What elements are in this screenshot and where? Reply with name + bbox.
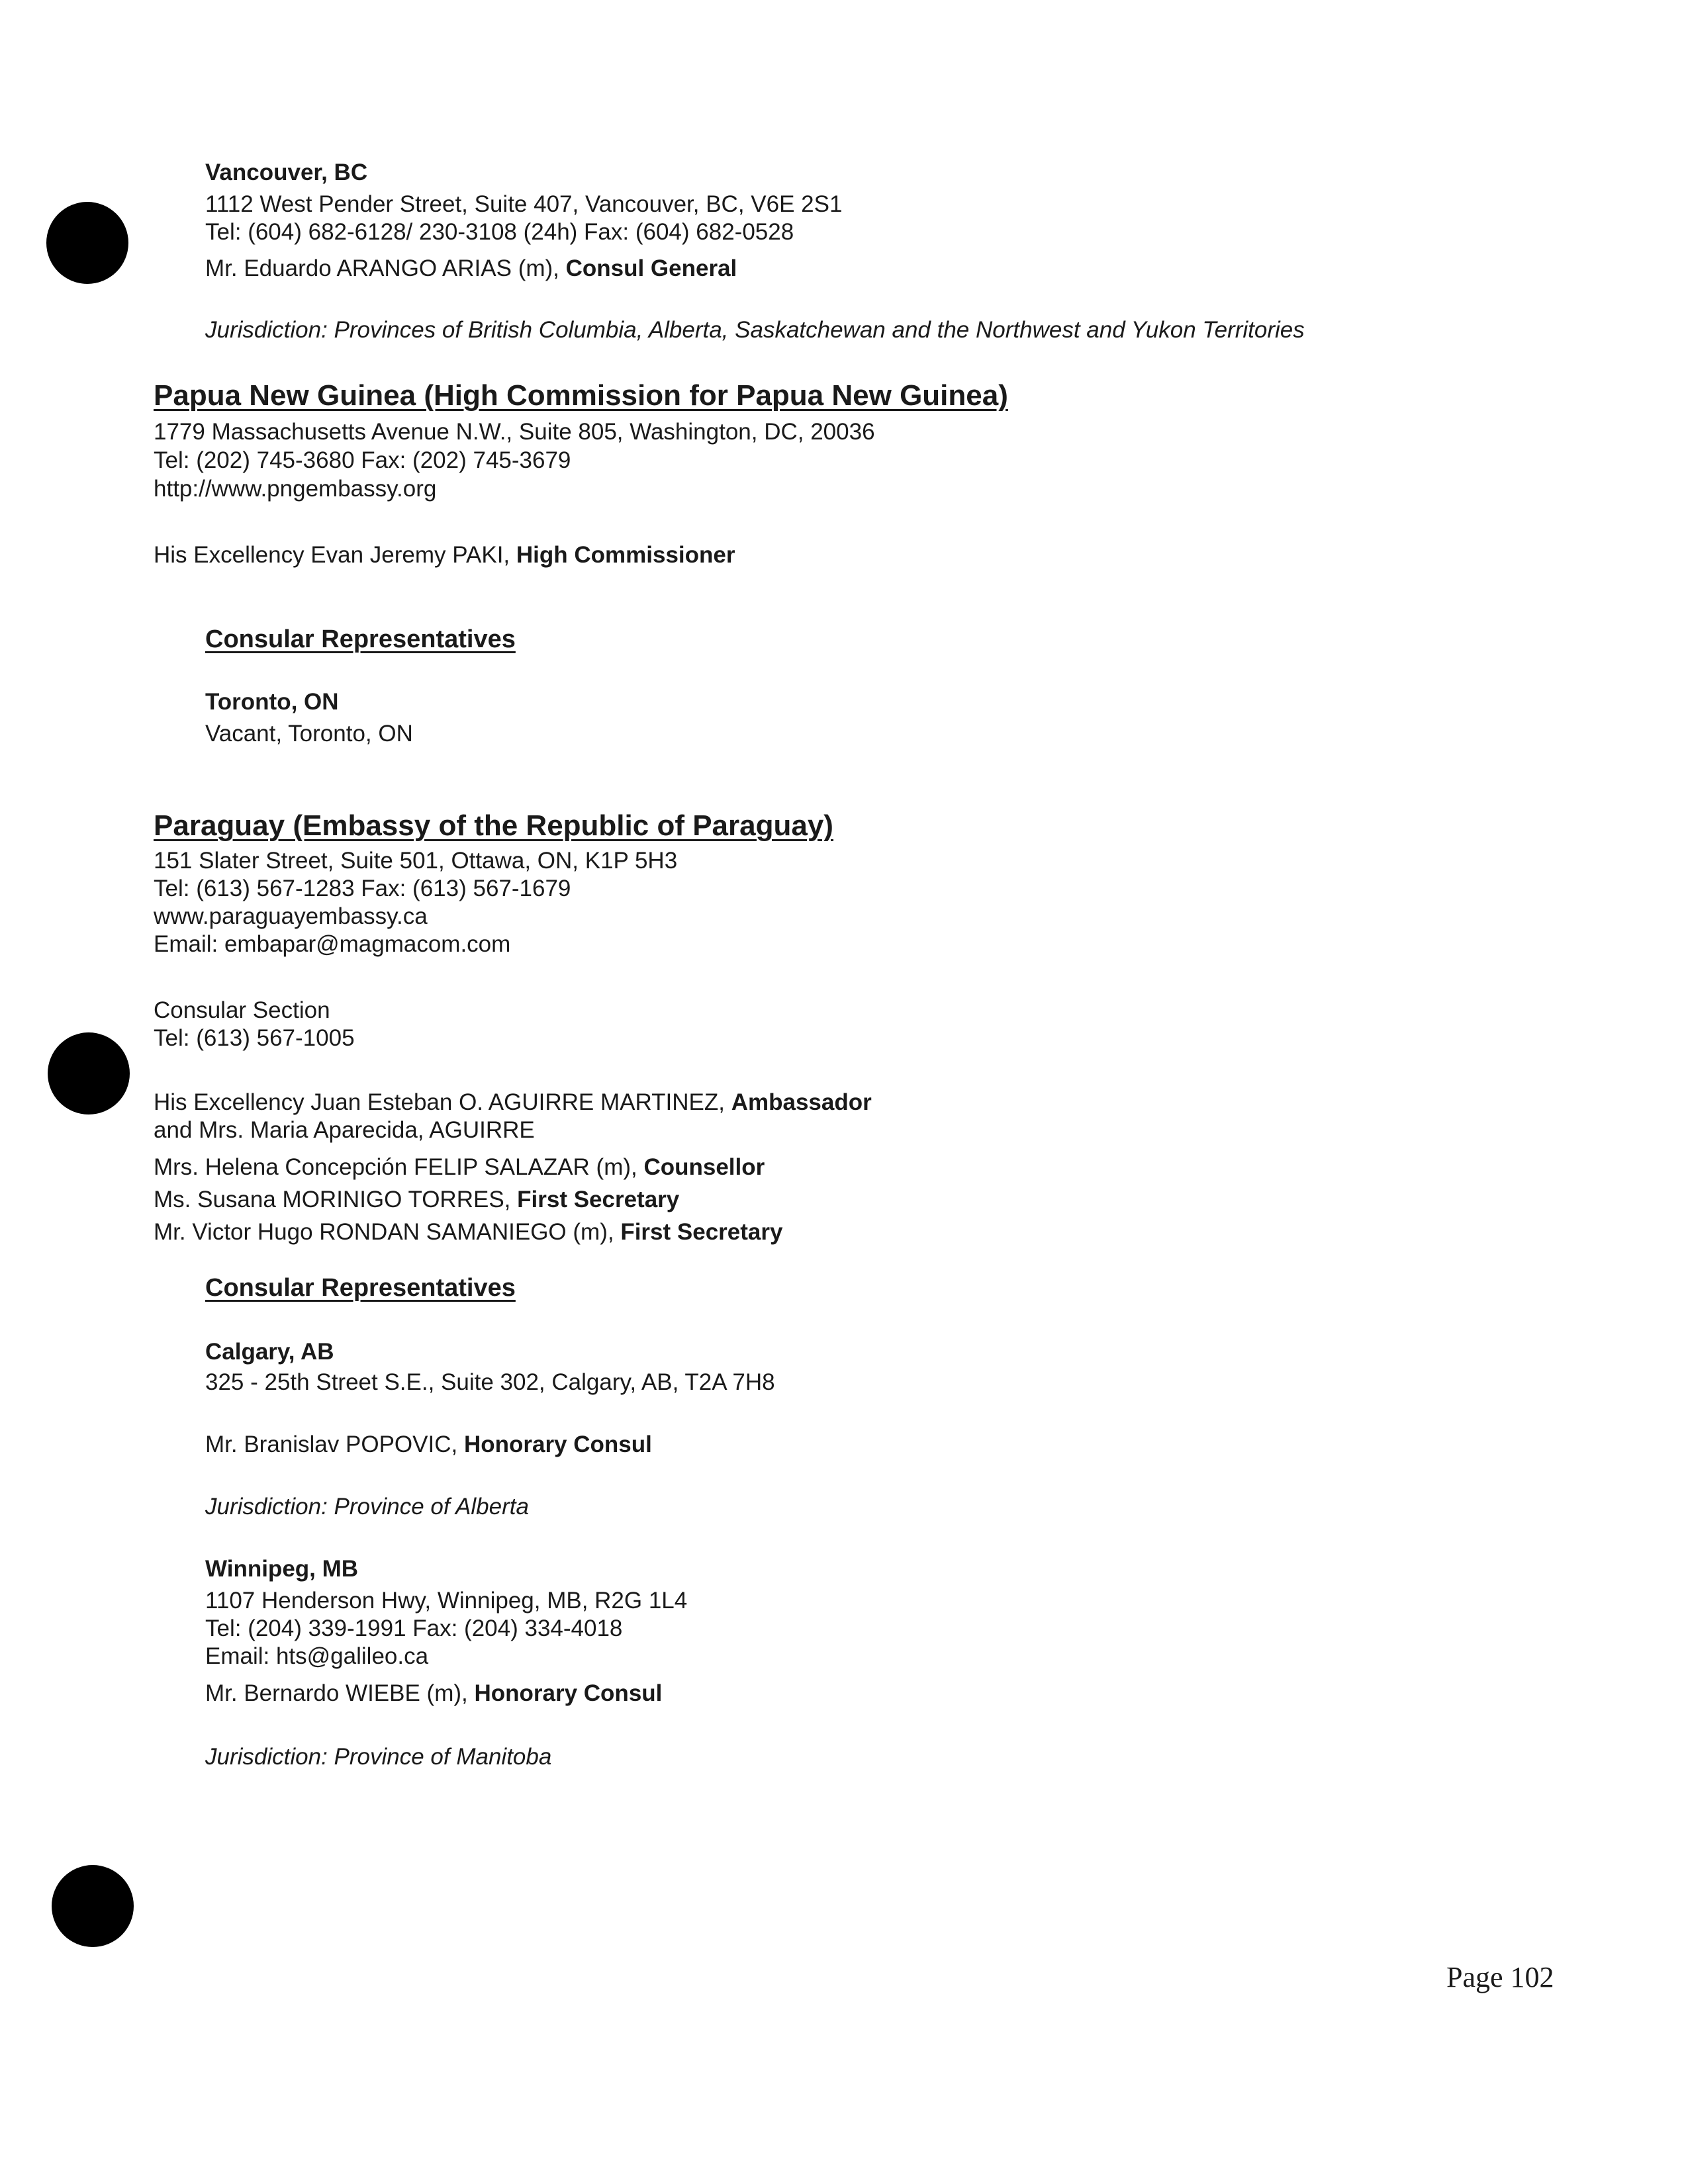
vancouver-consul-title: Consul General xyxy=(565,255,737,281)
vancouver-consul-name: Mr. Eduardo ARANGO ARIAS (m), xyxy=(205,255,566,281)
paraguay-consular-section: Consular Section xyxy=(154,997,330,1023)
paraguay-staff-row xyxy=(154,1116,535,1144)
paraguay-staff-row xyxy=(154,1089,872,1116)
punch-hole-top xyxy=(46,202,128,284)
calgary-consul-title: Honorary Consul xyxy=(463,1432,652,1457)
png-high-commissioner xyxy=(154,541,735,569)
png-head-title: High Commissioner xyxy=(516,542,735,568)
paraguay-consular-heading: Consular Representatives xyxy=(205,1274,516,1302)
winnipeg-address: 1107 Henderson Hwy, Winnipeg, MB, R2G 1L4 xyxy=(205,1588,688,1614)
calgary-consul-name: Mr. Branislav POPOVIC, xyxy=(205,1432,464,1457)
vancouver-consul xyxy=(205,255,737,283)
winnipeg-email: Email: hts@galileo.ca xyxy=(205,1643,429,1669)
paraguay-staff-row xyxy=(154,1186,679,1214)
paraguay-email: Email: embapar@magmacom.com xyxy=(154,931,511,957)
png-heading: Papua New Guinea (High Commission for Papua New Guinea) xyxy=(154,379,1008,412)
staff-name: Mrs. Helena Concepción FELIP SALAZAR (m), xyxy=(154,1154,644,1180)
vancouver-phone: Tel: (604) 682-6128/ 230-3108 (24h) Fax: (604) 682-0528 xyxy=(205,219,794,245)
staff-name: and Mrs. Maria Aparecida, AGUIRRE xyxy=(154,1117,535,1143)
paraguay-address: 151 Slater Street, Suite 501, Ottawa, ON, K1P 5H3 xyxy=(154,848,678,874)
png-head-name: His Excellency Evan Jeremy PAKI, xyxy=(154,542,516,568)
paraguay-staff-row xyxy=(154,1154,765,1181)
paraguay-consular-phone: Tel: (613) 567-1005 xyxy=(154,1025,355,1051)
staff-title: First Secretary xyxy=(620,1219,783,1245)
paraguay-heading: Paraguay (Embassy of the Republic of Paraguay) xyxy=(154,809,833,842)
png-phone: Tel: (202) 745-3680 Fax: (202) 745-3679 xyxy=(154,447,571,473)
staff-title: Counsellor xyxy=(643,1154,765,1180)
png-toronto-city: Toronto, ON xyxy=(205,689,339,715)
staff-name: His Excellency Juan Esteban O. AGUIRRE MARTINEZ, xyxy=(154,1089,731,1115)
winnipeg-phone: Tel: (204) 339-1991 Fax: (204) 334-4018 xyxy=(205,1615,623,1641)
punch-hole-bottom xyxy=(52,1865,134,1947)
winnipeg-city: Winnipeg, MB xyxy=(205,1556,359,1582)
png-consular-heading: Consular Representatives xyxy=(205,625,516,653)
page-number: Page 102 xyxy=(1446,1961,1554,1993)
png-toronto-text: Vacant, Toronto, ON xyxy=(205,721,413,747)
staff-name: Mr. Victor Hugo RONDAN SAMANIEGO (m), xyxy=(154,1219,621,1245)
paraguay-phone: Tel: (613) 567-1283 Fax: (613) 567-1679 xyxy=(154,876,571,901)
staff-title: First Secretary xyxy=(517,1187,680,1212)
vancouver-jurisdiction: Jurisdiction: Provinces of British Columbia, Alberta, Saskatchewan and the Northwest and Yukon Territories xyxy=(205,317,1305,343)
punch-hole-middle xyxy=(48,1032,130,1115)
paraguay-staff-row xyxy=(154,1218,782,1246)
calgary-city: Calgary, AB xyxy=(205,1339,334,1365)
winnipeg-consul-title: Honorary Consul xyxy=(474,1680,663,1706)
calgary-jurisdiction: Jurisdiction: Province of Alberta xyxy=(205,1494,529,1520)
winnipeg-consul-name: Mr. Bernardo WIEBE (m), xyxy=(205,1680,475,1706)
vancouver-city: Vancouver, BC xyxy=(205,159,368,185)
staff-title: Ambassador xyxy=(731,1089,872,1115)
calgary-consul xyxy=(205,1431,652,1459)
vancouver-address: 1112 West Pender Street, Suite 407, Vancouver, BC, V6E 2S1 xyxy=(205,191,843,217)
winnipeg-consul xyxy=(205,1680,662,1707)
paraguay-website: www.paraguayembassy.ca xyxy=(154,903,428,929)
staff-name: Ms. Susana MORINIGO TORRES, xyxy=(154,1187,518,1212)
winnipeg-jurisdiction: Jurisdiction: Province of Manitoba xyxy=(205,1744,552,1770)
png-website: http://www.pngembassy.org xyxy=(154,476,437,502)
calgary-address: 325 - 25th Street S.E., Suite 302, Calgary, AB, T2A 7H8 xyxy=(205,1369,775,1395)
png-address: 1779 Massachusetts Avenue N.W., Suite 805, Washington, DC, 20036 xyxy=(154,419,875,445)
